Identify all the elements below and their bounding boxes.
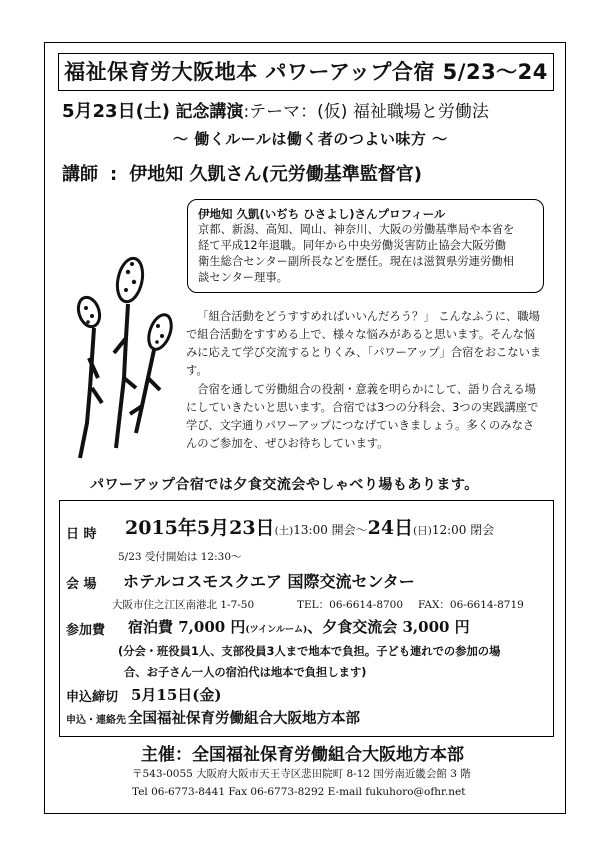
profile-heading: 伊地知 久凱(いぢち ひさよし)さんプロフィール [198,207,446,221]
host-organizer: 主催：全国福祉保育労働組合大阪地方本部 [141,745,464,765]
venue-fax: FAX：06-6614-8719 [418,599,524,611]
figure-head-icon [144,312,175,353]
figure-body-icon [114,304,136,448]
fee-note: (分会・班役員1人、支部役員3人まで地本で負担。子ども連れでの参加の場 [118,645,501,658]
profile-line: 京都、新潟、高知、岡山、神奈川、大阪の労働基準局や本省を [198,223,515,236]
venue-tel: TEL：06-6614-8700 [297,599,404,611]
page-title: 福祉保育労大阪地本 パワーアップ合宿 5/23～24 [58,53,554,91]
date-start-time: 13:00 開会～ [293,523,368,537]
date-end: 24日 [367,517,414,539]
fee-note: 合、お子さん一人の宿泊代は地本で負担します) [124,666,367,679]
profile-line: 経て平成12年退職。同年から中央労働災害防止協会大阪労働 [198,239,507,252]
date-year: 2015年 [125,517,197,539]
deadline-label: 申込締切 [66,690,119,705]
figures-illustration [62,228,182,468]
figure-head-icon [75,295,103,330]
fee-stay: 宿泊費 7,000 円 [128,618,246,636]
organizer-address: 〒543-0055 大阪府大阪市天王寺区悲田院町 8-12 国労南近畿会館 3 階 [132,768,471,780]
lecturer-line [62,160,422,186]
lecture-line [62,97,489,123]
figure-body-icon [80,328,102,458]
contact-label: 申込・連絡先 [66,715,126,726]
venue-label: 会 場 [66,577,97,592]
date-end-time: 12:00 閉会 [431,523,495,537]
intro-text [186,308,544,454]
date-start-dow: (土) [274,525,294,537]
intro-paragraph: 合宿を通して労働組合の役割・意義を明らかにして、語り合える場にしていきたいと思います。合宿では3つの分科会、3つの実践講座で学び、文字通りパワーアップにつなげていきましょう。多くのみなさんのご参加を、ぜひお待ちしています。 [186,383,539,450]
lecturer-label: 講師 [62,164,98,185]
lecturer-separator: : [110,164,118,185]
intro-paragraph: 「組合活動をどうすすめればいいんだろう？」 こんなふうに、職場で組合活動をすすめる上で、様々な悩みがあると思います。そんな悩みに応えて学び交流するとりくみ、「パワーアップ」合宿をおこないます。 [186,310,542,377]
lecture-label: 記念講演 [175,102,244,122]
reception-time: 5/23 受付開始は 12:30～ [118,551,242,563]
figure-body-icon [130,350,160,433]
fee-label: 参加費 [66,623,106,638]
lecture-theme: :テーマ：(仮) 福祉職場と労働法 [243,102,489,122]
figure-head-icon [114,256,147,304]
date-value [125,513,494,540]
profile-line: 談センター理事。 [198,271,288,284]
fee-stay-note: (ツインルーム) [245,625,308,635]
venue-address: 大阪市住之江区南港北 1-7-50 [112,599,255,611]
date-end-dow: (日) [413,525,432,537]
dinner-note: パワーアップ合宿では夕食交流会やしゃべり場もあります。 [90,477,479,493]
fee-dinner: 、夕食交流会 3,000 円 [307,618,470,636]
lecture-subtitle: ～ 働くルールは働く者のつよい味方 ～ [173,130,448,148]
deadline-value: 5月15日(金) [131,686,222,704]
contact-value: 全国福祉保育労働組合大阪地方本部 [128,711,360,727]
lecturer-name: 伊地知 久凱さん(元労働基準監督官) [129,164,422,185]
date-label: 日 時 [66,527,97,542]
organizer-contact: Tel 06-6773-8441 Fax 06-6773-8292 E-mail fukuhoro@ofhr.net [132,786,466,798]
venue-name: ホテルコスモスクエア 国際交流センター [123,572,415,591]
fee-value [128,616,470,637]
date-start: 5月23日 [196,517,275,539]
profile-box [187,199,544,293]
profile-line: 衛生総合センター副所長などを歴任。現在は滋賀県労連労働相 [198,255,514,268]
lecture-date: 5月23日(土) [62,101,171,122]
